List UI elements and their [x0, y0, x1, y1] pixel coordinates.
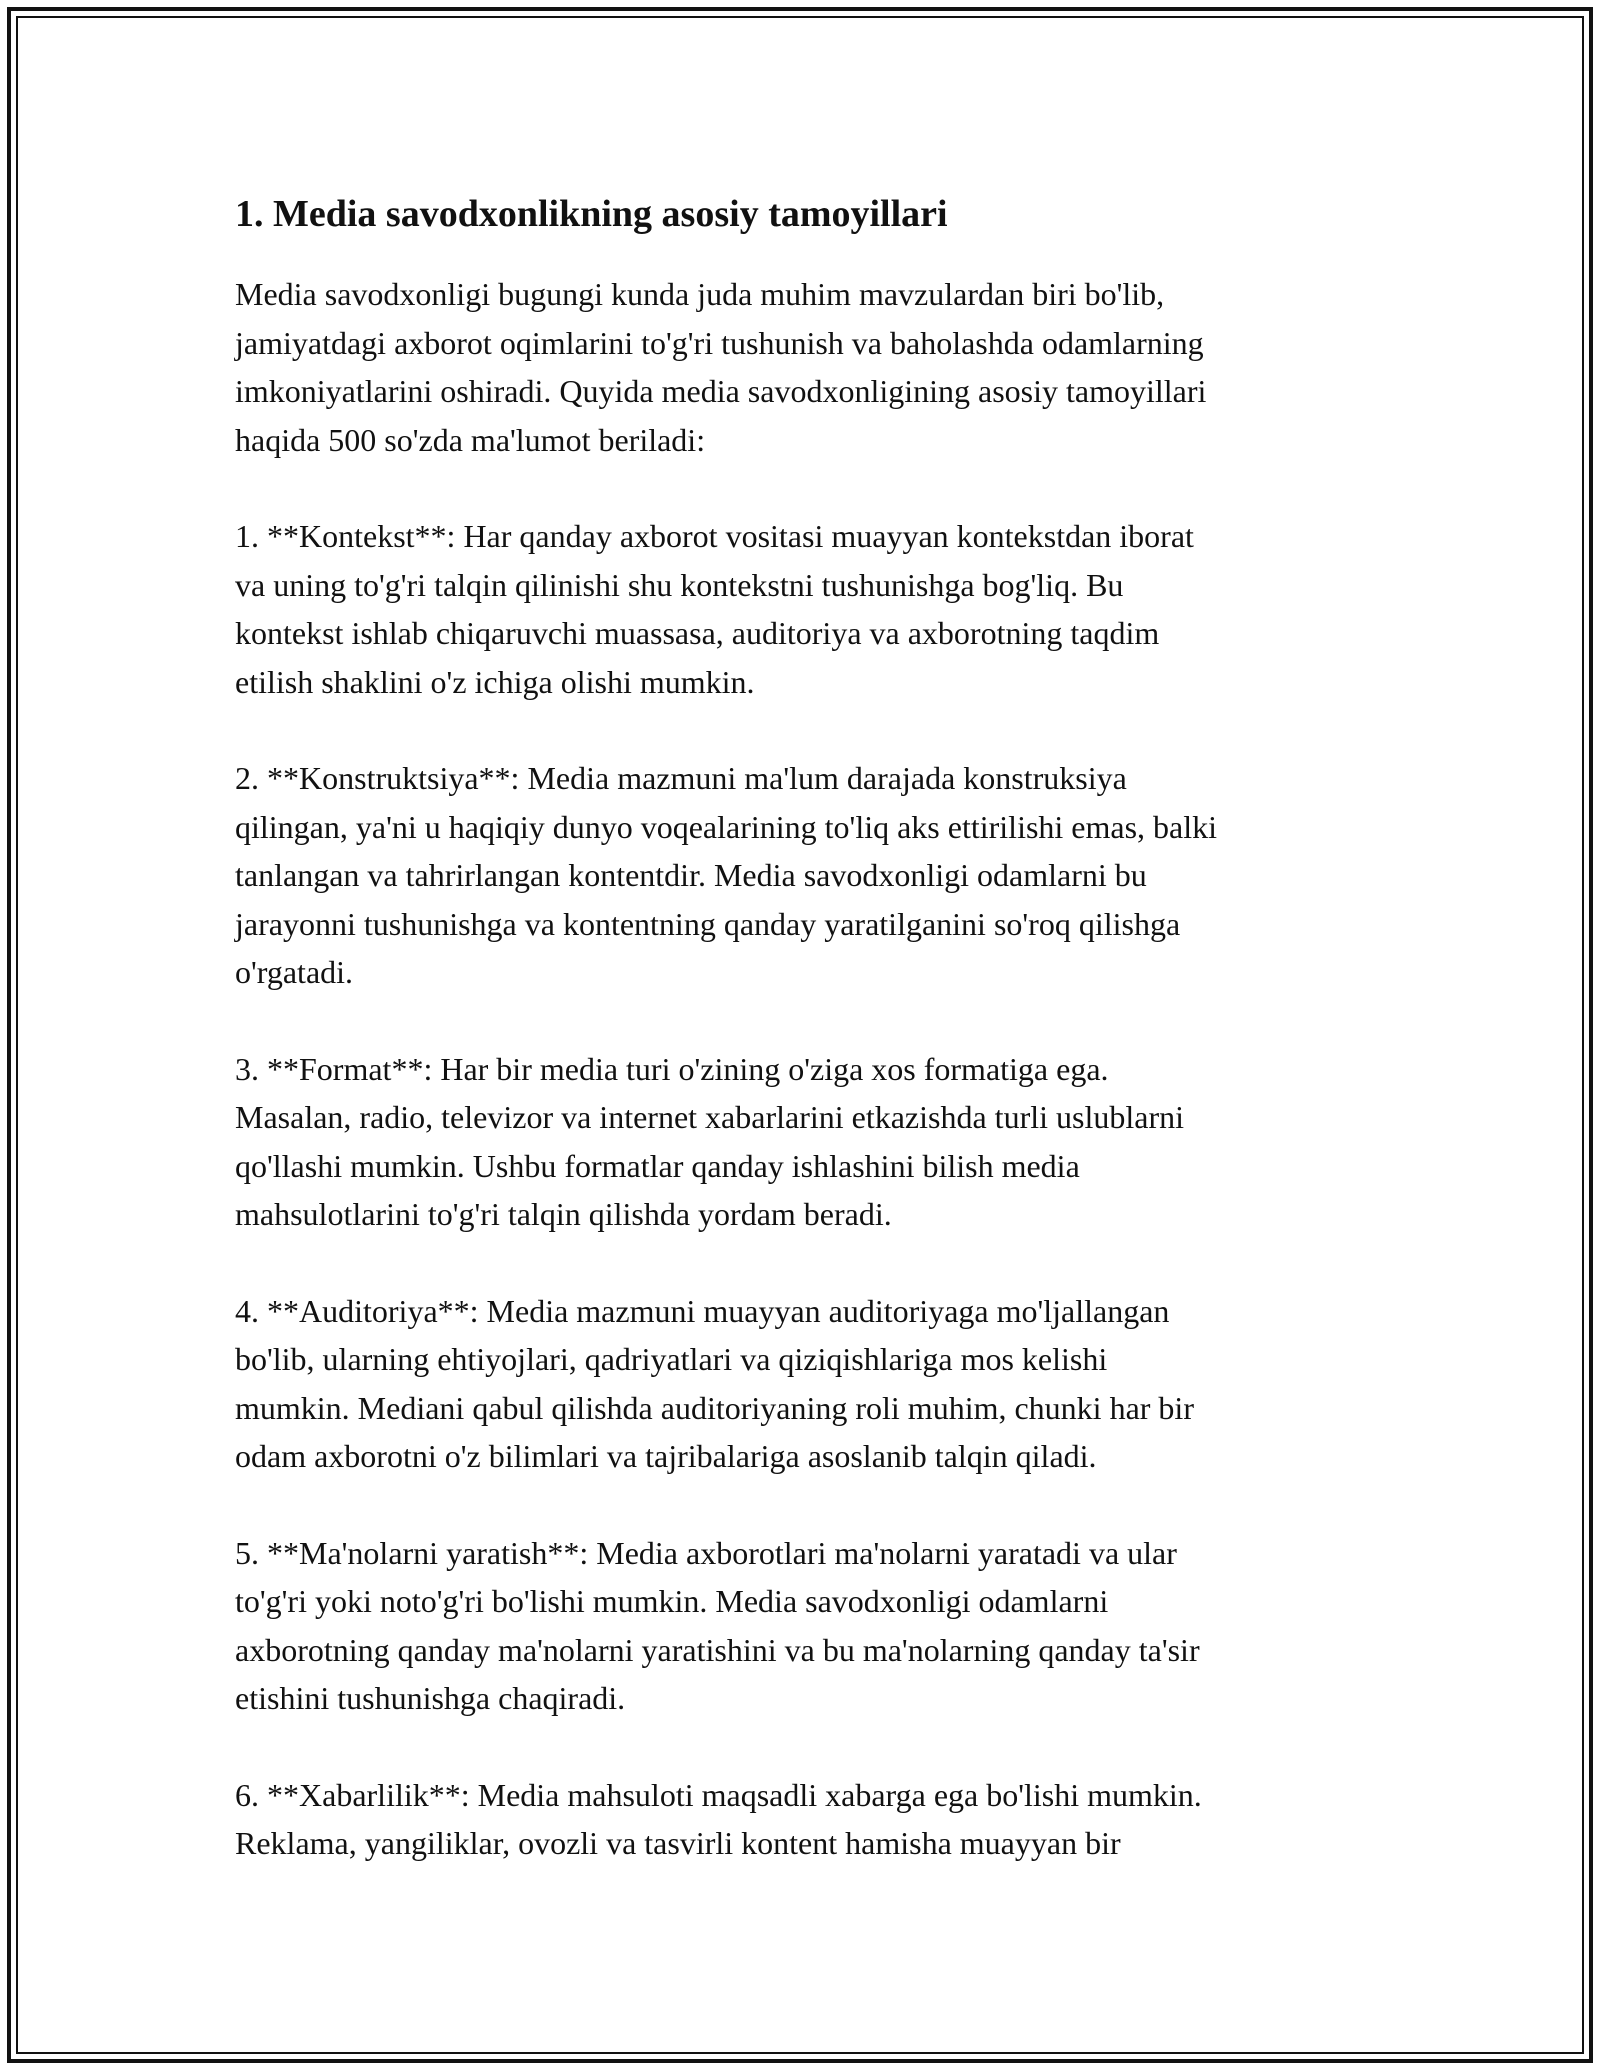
paragraph-xabarlilik: 6. **Xabarlilik**: Media mahsuloti maqsadli xabarga ega bo'lishi mumkin. Reklama, yangiliklar, ovozli va tasvirli kontent hamisha muayyan bir [235, 1776, 1202, 1861]
paragraph-konstruktsiya: 2. **Konstruktsiya**: Media mazmuni ma'lum darajada konstruksiya qilingan, ya'ni u haqiqiy dunyo voqealarining to'liq aks ettirilishi emas, balki tanlangan va tahrirlangan kontentdir. Media savodxonligi odamlarni bu jarayonni tushunishga va kontentning qanday yaratilganini so'roq qilishga o'rgatadi. [235, 760, 1218, 990]
paragraph-auditoriya: 4. **Auditoriya**: Media mazmuni muayyan auditoriyaga mo'ljallangan bo'lib, ularning ehtiyojlari, qadriyatlari va qiziqishlariga mos kelishi mumkin. Mediani qabul qilishda auditoriyaning roli muhim, chunki har bir odam axborotni o'z bilimlari va tajribalariga asoslanib talqin qiladi. [235, 1292, 1194, 1474]
document-body [235, 186, 1375, 1868]
paragraph-format: 3. **Format**: Har bir media turi o'zining o'ziga xos formatiga ega. Masalan, radio, televizor va internet xabarlarini etkazishda turli uslublarni qo'llashi mumkin. Ushbu formatlar qanday ishlashini bilish media mahsulotlarini to'g'ri talqin qilishda yordam beradi. [235, 1050, 1184, 1232]
document-title: 1. Media savodxonlikning asosiy tamoyillari [235, 193, 948, 235]
paragraph-manolarni-yaratish: 5. **Ma'nolarni yaratish**: Media axborotlari ma'nolarni yaratadi va ular to'g'ri yoki noto'g'ri bo'lishi mumkin. Media savodxonligi odamlarni axborotning qanday ma'nolarni yaratishini va bu ma'nolarning qanday ta'sir etishini tushunishga chaqiradi. [235, 1534, 1200, 1716]
paragraph-kontekst: 1. **Kontekst**: Har qanday axborot vositasi muayyan kontekstdan iborat va uning to'g'ri talqin qilinishi shu kontekstni tushunishga bog'liq. Bu kontekst ishlab chiqaruvchi muassasa, auditoriya va axborotning taqdim etilish shaklini o'z ichiga olishi mumkin. [235, 518, 1194, 700]
intro-paragraph: Media savodxonligi bugungi kunda juda muhim mavzulardan biri bo'lib, jamiyatdagi axborot oqimlarini to'g'ri tushunish va baholashda odamlarning imkoniyatlarini oshiradi. Quyida media savodxonligining asosiy tamoyillari haqida 500 so'zda ma'lumot beriladi: [235, 276, 1207, 458]
